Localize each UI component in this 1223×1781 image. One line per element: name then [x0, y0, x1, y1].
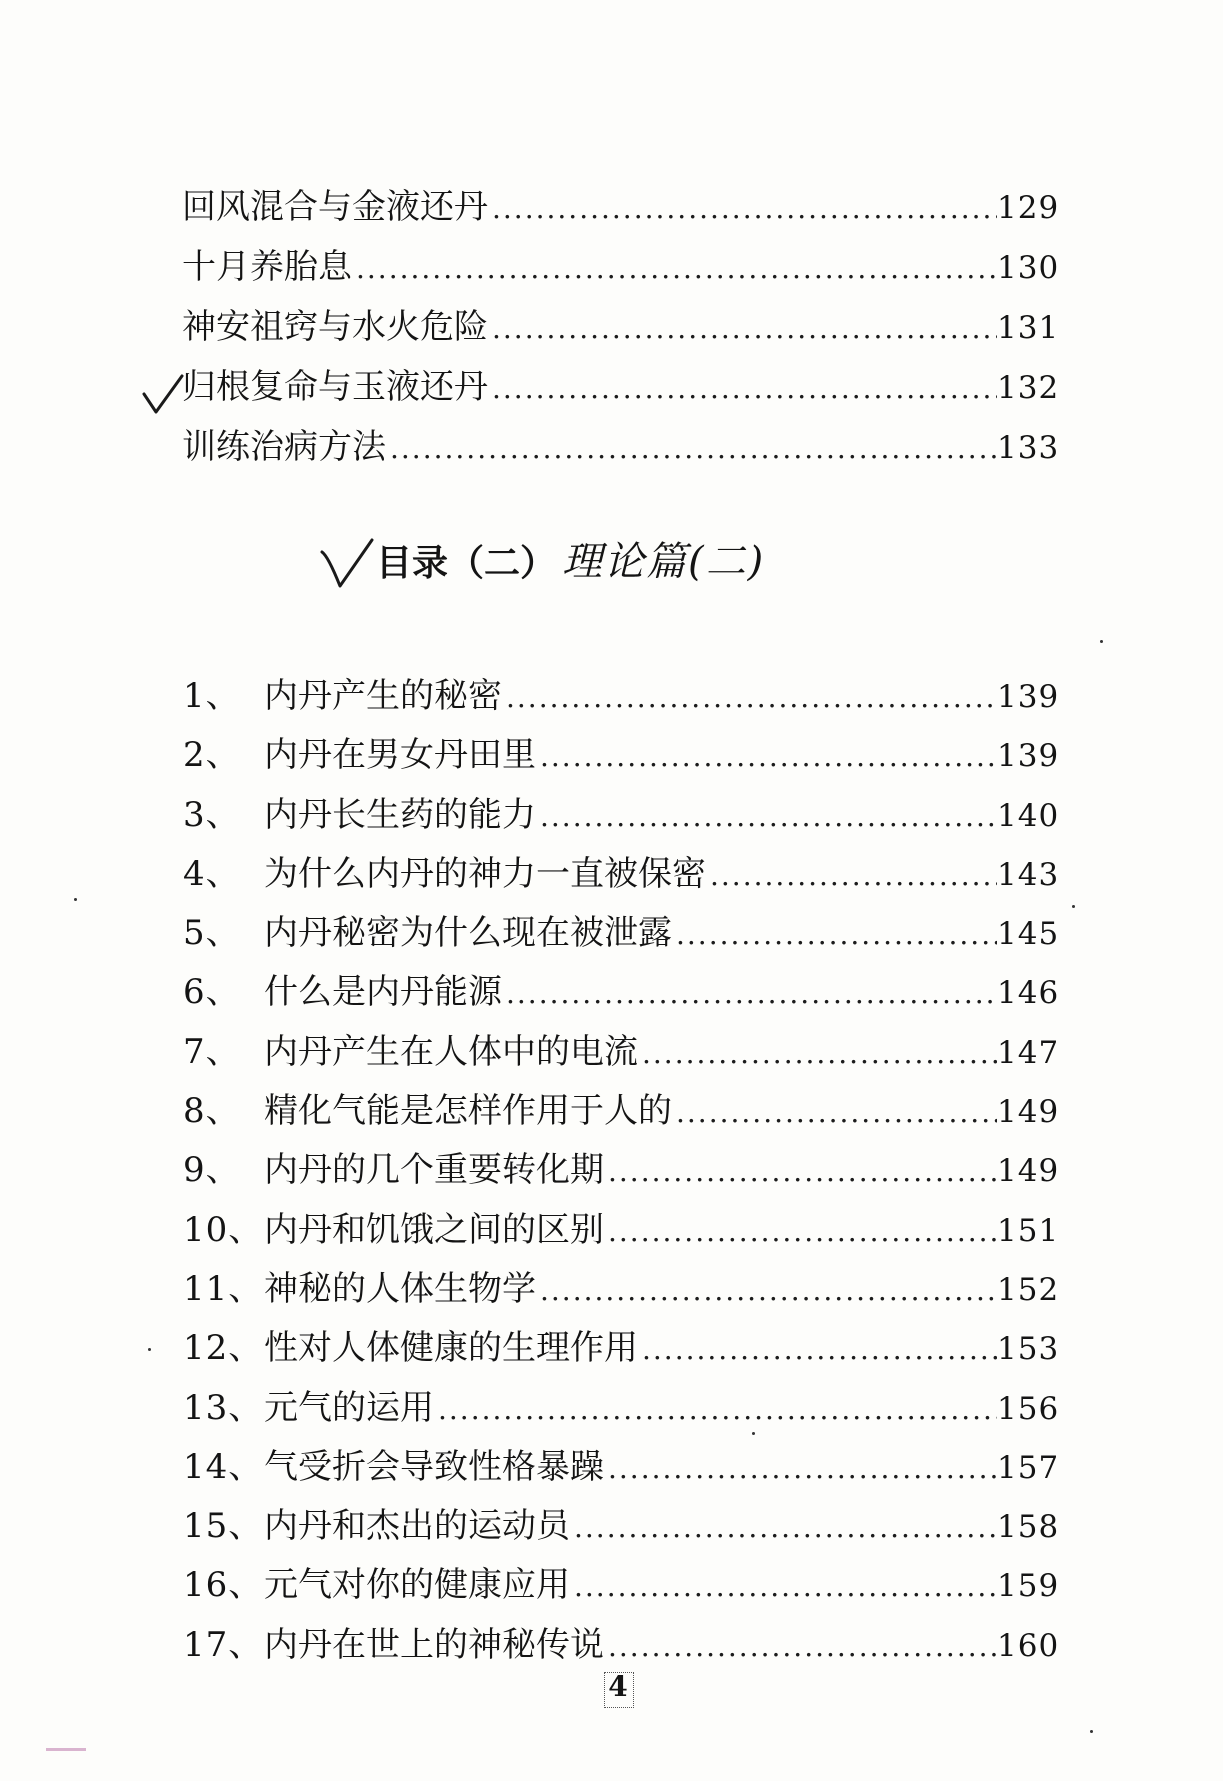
toc-entry-number: 9、	[183, 1150, 241, 1191]
toc-entry-number: 10、	[183, 1209, 264, 1250]
dot-leader	[506, 974, 997, 1014]
toc-row[interactable]	[0, 1150, 1223, 1209]
scan-speck	[752, 1432, 755, 1435]
toc-entry-page: 145	[997, 916, 1060, 953]
toc-entry-title: 内丹在男女丹田里	[264, 735, 536, 776]
toc-entry-title: 内丹的几个重要转化期	[264, 1150, 604, 1191]
toc-entry-number: 5、	[183, 913, 241, 954]
toc-row[interactable]	[0, 427, 1223, 487]
toc-entry-page: 147	[997, 1034, 1060, 1071]
toc-row[interactable]	[0, 1328, 1223, 1387]
toc-entry-page: 149	[997, 1094, 1060, 1131]
dot-leader	[574, 1508, 997, 1548]
toc-row[interactable]	[0, 1032, 1223, 1091]
toc-entry-title: 内丹秘密为什么现在被泄露	[264, 913, 672, 954]
toc-entry-title: 内丹和饥饿之间的区别	[264, 1209, 604, 1250]
toc-row[interactable]	[0, 187, 1223, 247]
toc-entry-number: 12、	[183, 1328, 264, 1369]
dot-leader	[676, 1093, 997, 1133]
toc-entry-title: 训练治病方法	[182, 427, 386, 467]
toc-entry-title: 回风混合与金液还丹	[182, 187, 488, 227]
toc-entry-number: 14、	[183, 1446, 264, 1487]
toc-entry-title: 神安祖窍与水火危险	[182, 307, 488, 347]
toc-entry-page: 152	[997, 1271, 1060, 1308]
toc-row[interactable]	[0, 1269, 1223, 1328]
scan-speck	[74, 898, 77, 901]
toc-entry-number: 13、	[183, 1387, 264, 1428]
dot-leader	[356, 249, 997, 289]
toc-entry-page: 129	[997, 190, 1060, 226]
page-number: 4	[608, 1670, 628, 1703]
toc-entry-page: 158	[997, 1509, 1060, 1546]
toc-entry-title: 元气对你的健康应用	[264, 1565, 570, 1606]
toc-entry-title: 内丹和杰出的运动员	[264, 1506, 570, 1547]
toc-entry-number: 17、	[183, 1624, 264, 1665]
toc-entry-title: 神秘的人体生物学	[264, 1268, 536, 1309]
toc-entry-title: 元气的运用	[264, 1387, 434, 1428]
toc-entry-title: 十月养胎息	[182, 247, 352, 287]
toc-row[interactable]	[0, 247, 1223, 307]
toc-entry-number: 3、	[183, 794, 241, 835]
dot-leader	[492, 369, 997, 409]
toc-entry-number: 16、	[183, 1565, 264, 1606]
toc-entry-number: 4、	[183, 853, 241, 894]
toc-row[interactable]	[0, 913, 1223, 972]
toc-entry-number: 7、	[183, 1031, 241, 1072]
toc-entry-number: 15、	[183, 1506, 264, 1547]
toc-row[interactable]	[0, 1388, 1223, 1447]
toc-entry-page: 146	[997, 975, 1060, 1012]
toc-entry-page: 151	[997, 1212, 1060, 1249]
toc-entry-page: 140	[997, 797, 1060, 834]
scan-speck	[1090, 1730, 1093, 1733]
scan-speck	[1072, 905, 1075, 908]
toc-entry-title: 什么是内丹能源	[264, 972, 502, 1013]
dot-leader	[506, 678, 997, 718]
dot-leader	[676, 915, 997, 955]
toc-row[interactable]	[0, 1210, 1223, 1269]
dot-leader	[608, 1627, 997, 1667]
dot-leader	[608, 1449, 997, 1489]
dot-leader	[574, 1567, 997, 1607]
toc-entry-page: 130	[997, 250, 1060, 286]
toc-entry-title: 为什么内丹的神力一直被保密	[264, 853, 706, 894]
dot-leader	[608, 1212, 997, 1252]
toc-entry-page: 131	[997, 310, 1060, 346]
toc-row[interactable]	[0, 854, 1223, 913]
toc-entry-page: 153	[997, 1331, 1060, 1368]
scan-speck	[1100, 640, 1103, 643]
toc-entry-page: 160	[997, 1627, 1060, 1664]
toc-entry-title: 精化气能是怎样作用于人的	[264, 1091, 672, 1132]
handwritten-check-icon	[140, 372, 186, 418]
toc-row[interactable]	[0, 1091, 1223, 1150]
toc-entry-title: 性对人体健康的生理作用	[264, 1328, 638, 1369]
toc-entry-page: 139	[997, 679, 1060, 715]
toc-row[interactable]	[0, 307, 1223, 367]
toc-entry-title: 内丹产生的秘密	[264, 676, 502, 716]
toc-entry-page: 149	[997, 1153, 1060, 1190]
toc-entry-page: 157	[997, 1449, 1060, 1486]
dot-leader	[710, 856, 997, 896]
toc-row[interactable]	[0, 795, 1223, 854]
toc-entry-page: 159	[997, 1568, 1060, 1605]
handwritten-check-icon	[318, 536, 376, 594]
toc-entry-title: 归根复命与玉液还丹	[182, 367, 488, 407]
toc-second-section	[0, 676, 1223, 1684]
toc-entry-page: 143	[997, 856, 1060, 893]
toc-entry-title: 气受折会导致性格暴躁	[264, 1446, 604, 1487]
toc-entry-page: 139	[997, 738, 1060, 775]
heading-title: 目录（二）	[376, 543, 557, 584]
toc-row[interactable]	[0, 1565, 1223, 1624]
dot-leader	[492, 189, 997, 229]
scan-speck	[148, 1348, 151, 1351]
toc-entry-page: 156	[997, 1390, 1060, 1427]
scan-edge-mark	[46, 1748, 86, 1751]
toc-entry-number: 8、	[183, 1091, 241, 1132]
dot-leader	[642, 1034, 997, 1074]
dot-leader	[608, 1152, 997, 1192]
toc-entry-title: 内丹在世上的神秘传说	[264, 1624, 604, 1665]
toc-row[interactable]	[0, 1506, 1223, 1565]
dot-leader	[540, 797, 997, 837]
toc-entry-page: 132	[997, 370, 1060, 406]
dot-leader	[642, 1330, 997, 1370]
toc-row[interactable]	[0, 972, 1223, 1031]
toc-entry-number: 6、	[183, 972, 241, 1013]
dot-leader	[540, 1271, 997, 1311]
toc-entry-number: 1、	[183, 676, 241, 716]
dot-leader	[438, 1390, 997, 1430]
toc-first-section	[0, 187, 1223, 487]
toc-entry-number: 11、	[183, 1268, 264, 1309]
dot-leader	[390, 429, 997, 469]
toc-row[interactable]	[0, 676, 1223, 735]
toc-row[interactable]	[0, 735, 1223, 794]
dot-leader	[492, 309, 997, 349]
dot-leader	[540, 737, 997, 777]
toc-row[interactable]	[0, 1447, 1223, 1506]
toc-entry-number: 2、	[183, 735, 241, 776]
section-heading	[376, 540, 765, 586]
toc-entry-title: 内丹长生药的能力	[264, 794, 536, 835]
toc-entry-title: 内丹产生在人体中的电流	[264, 1031, 638, 1072]
handwritten-annotation: 理论篇(二)	[562, 539, 766, 585]
toc-entry-page: 133	[997, 430, 1060, 466]
